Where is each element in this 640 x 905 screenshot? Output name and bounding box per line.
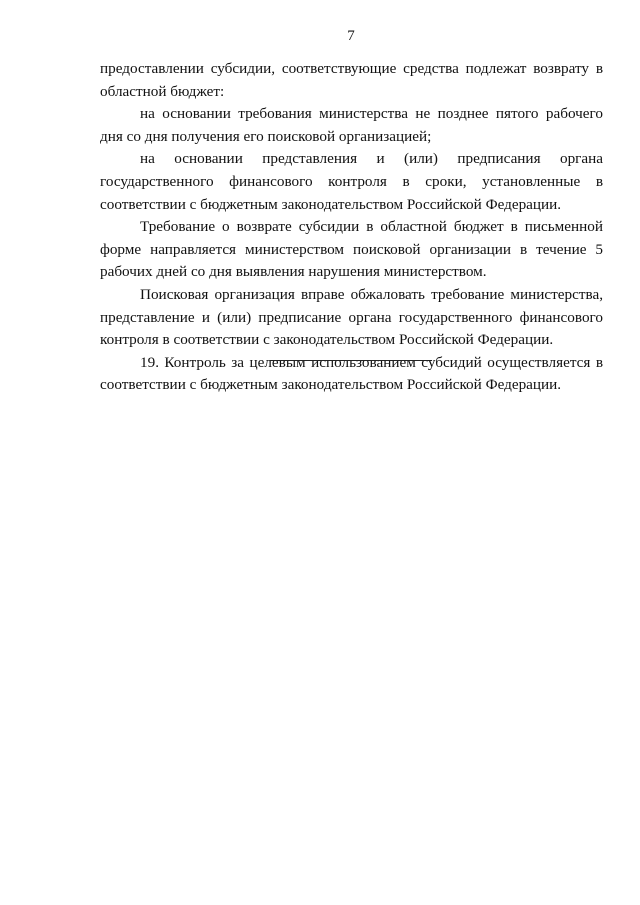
paragraph-ministry-requirement: на основании требования министерства не позднее пятого рабочего дня со дня получения его поисковой организацией; [100,105,603,145]
end-of-document-rule [270,360,432,361]
page-number: 7 [347,28,355,44]
paragraph-continuation: предоставлении субсидии, соответствующие средства подлежат возврату в областной бюджет: [100,60,603,100]
paragraph-financial-control: на основании представления и (или) предписания органа государственного финансового контроля в сроки, установленные в соответствии с бюджетным законодательством Российской Федерации. [100,150,603,213]
paragraph-control-item-19: 19. Контроль за целевым использованием субсидий осуществляется в соответствии с бюджетным законодательством Российской Федерации. [100,353,603,394]
document-body [100,58,603,397]
paragraph-appeal-right: Поисковая организация вправе обжаловать требование министерства, представление и (или) предписание органа государственного финансового контроля в соответствии с законодательством Российской Федерации. [100,285,603,349]
paragraph-written-requirement: Требование о возврате субсидии в областной бюджет в письменной форме направляется министерством поисковой организации в течение 5 рабочих дней со дня выявления нарушения министерством. [100,218,603,281]
